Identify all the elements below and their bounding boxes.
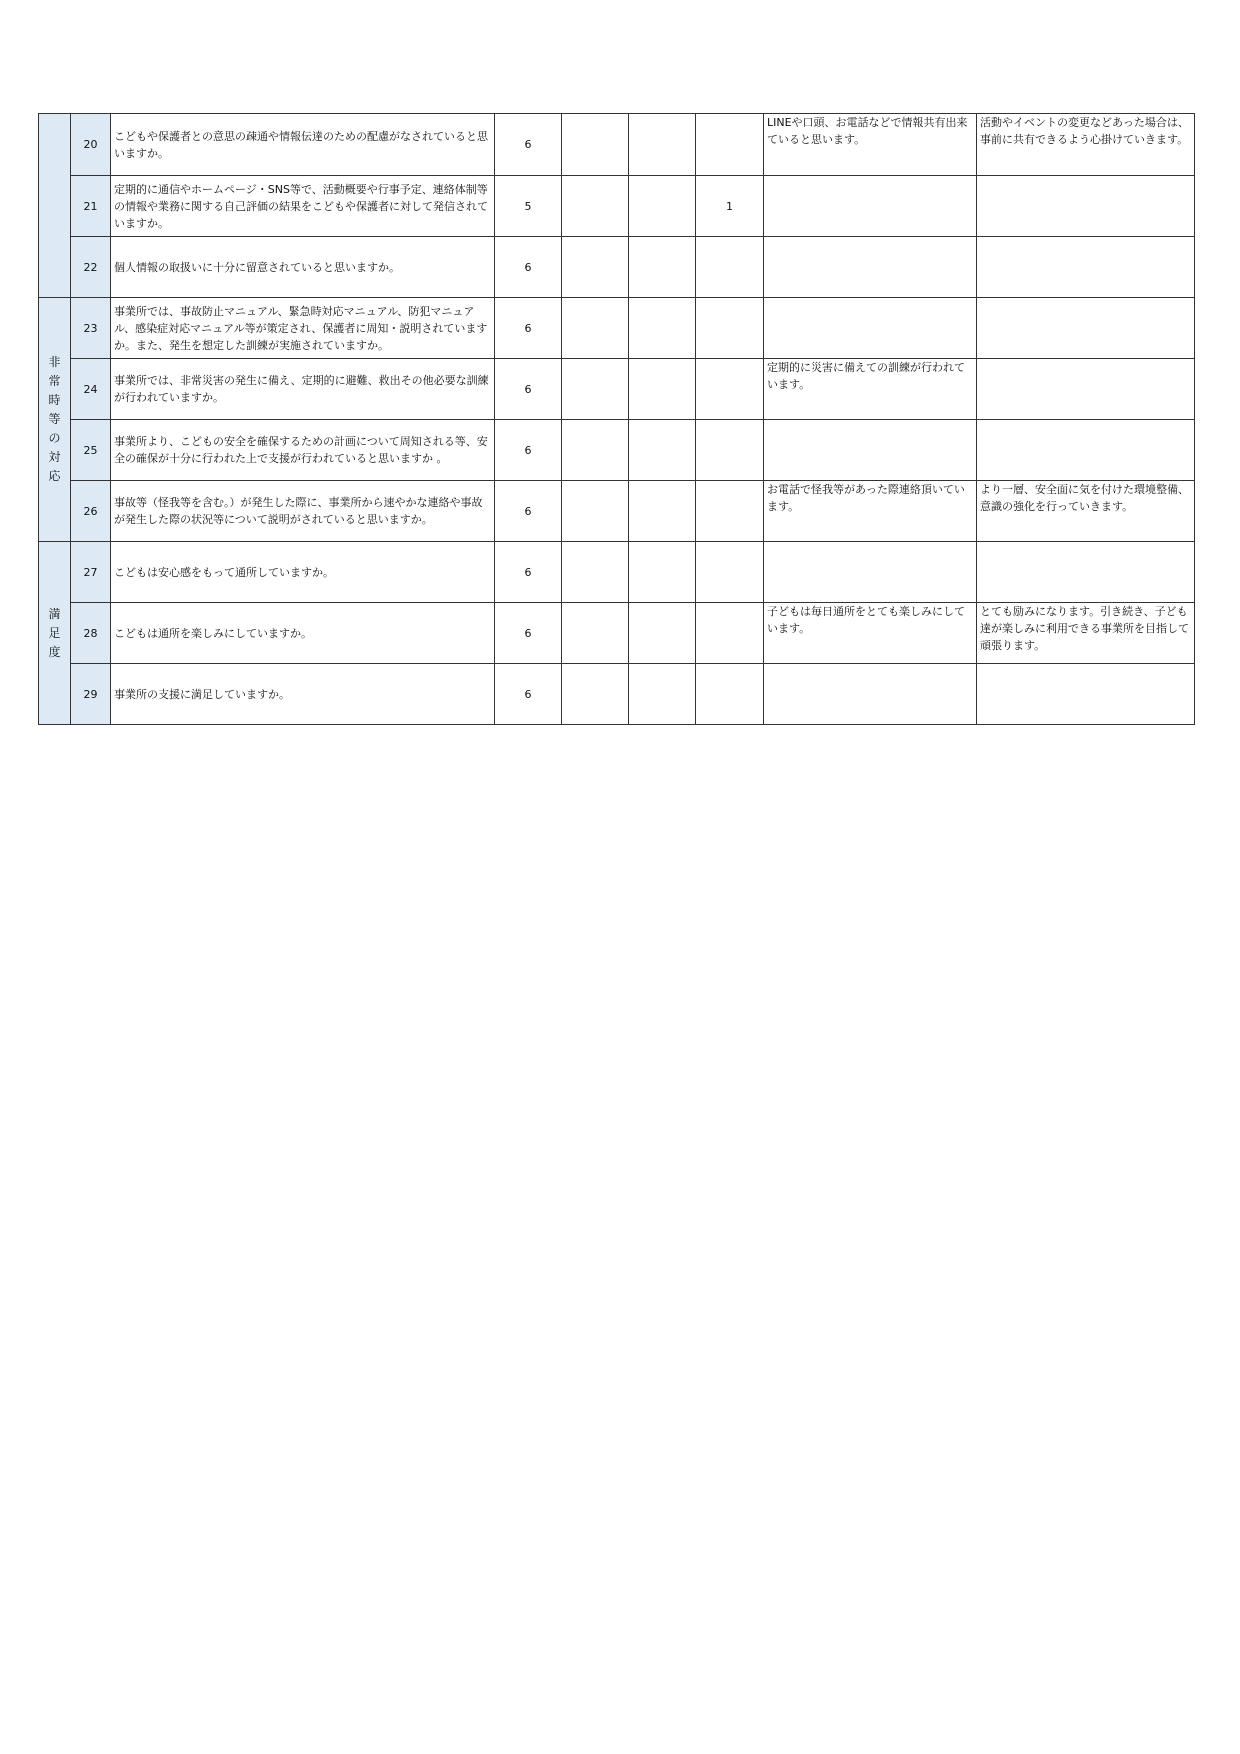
table-row — [39, 359, 1195, 420]
item-number: 24 — [71, 359, 111, 420]
count-cell-3 — [629, 237, 696, 298]
staff-response — [977, 664, 1195, 725]
table-row — [39, 542, 1195, 603]
count-cell-2 — [562, 298, 629, 359]
question-text: 個人情報の取扱いに十分に留意されていると思いますか。 — [111, 237, 495, 298]
item-number: 25 — [71, 420, 111, 481]
parent-comment: 定期的に災害に備えての訓練が行われています。 — [764, 359, 977, 420]
parent-comment — [764, 176, 977, 237]
parent-comment — [764, 542, 977, 603]
count-cell-4 — [696, 542, 764, 603]
table-row — [39, 176, 1195, 237]
table-row — [39, 114, 1195, 176]
parent-comment — [764, 420, 977, 481]
count-cell-1: 6 — [495, 298, 562, 359]
count-cell-4 — [696, 298, 764, 359]
parent-comment: お電話で怪我等があった際連絡頂いています。 — [764, 481, 977, 542]
section-label: 非常時等の対応 — [39, 298, 71, 542]
item-number: 21 — [71, 176, 111, 237]
count-cell-2 — [562, 542, 629, 603]
staff-response — [977, 237, 1195, 298]
count-cell-3 — [629, 603, 696, 664]
count-cell-4 — [696, 359, 764, 420]
count-cell-2 — [562, 481, 629, 542]
item-number: 26 — [71, 481, 111, 542]
table-body — [39, 114, 1195, 725]
staff-response: とても励みになります。引き続き、子ども達が楽しみに利用できる事業所を目指して頑張ります。 — [977, 603, 1195, 664]
question-text: 事業所では、非常災害の発生に備え、定期的に避難、救出その他必要な訓練が行われていますか。 — [111, 359, 495, 420]
table-row — [39, 298, 1195, 359]
staff-response — [977, 176, 1195, 237]
question-text: こどもは通所を楽しみにしていますか。 — [111, 603, 495, 664]
count-cell-3 — [629, 298, 696, 359]
question-text: こどもや保護者との意思の疎通や情報伝達のための配慮がなされていると思いますか。 — [111, 114, 495, 176]
table-row — [39, 237, 1195, 298]
staff-response: より一層、安全面に気を付けた環境整備、意識の強化を行っていきます。 — [977, 481, 1195, 542]
count-cell-2 — [562, 114, 629, 176]
count-cell-4 — [696, 114, 764, 176]
parent-comment — [764, 237, 977, 298]
staff-response — [977, 542, 1195, 603]
count-cell-1: 6 — [495, 603, 562, 664]
evaluation-table — [38, 113, 1195, 725]
question-text: 事業所の支援に満足していますか。 — [111, 664, 495, 725]
count-cell-3 — [629, 542, 696, 603]
parent-comment: LINEや口頭、お電話などで情報共有出来ていると思います。 — [764, 114, 977, 176]
count-cell-2 — [562, 420, 629, 481]
count-cell-4: 1 — [696, 176, 764, 237]
count-cell-1: 6 — [495, 420, 562, 481]
count-cell-1: 5 — [495, 176, 562, 237]
count-cell-4 — [696, 481, 764, 542]
count-cell-4 — [696, 420, 764, 481]
count-cell-2 — [562, 664, 629, 725]
count-cell-3 — [629, 420, 696, 481]
count-cell-1: 6 — [495, 359, 562, 420]
count-cell-3 — [629, 114, 696, 176]
table-row — [39, 603, 1195, 664]
parent-comment: 子どもは毎日通所をとても楽しみにしています。 — [764, 603, 977, 664]
table-row — [39, 481, 1195, 542]
count-cell-1: 6 — [495, 114, 562, 176]
count-cell-4 — [696, 664, 764, 725]
staff-response — [977, 420, 1195, 481]
count-cell-3 — [629, 481, 696, 542]
count-cell-1: 6 — [495, 481, 562, 542]
item-number: 22 — [71, 237, 111, 298]
staff-response — [977, 359, 1195, 420]
table-row — [39, 420, 1195, 481]
item-number: 27 — [71, 542, 111, 603]
count-cell-2 — [562, 603, 629, 664]
staff-response — [977, 298, 1195, 359]
item-number: 29 — [71, 664, 111, 725]
count-cell-3 — [629, 359, 696, 420]
count-cell-3 — [629, 664, 696, 725]
item-number: 23 — [71, 298, 111, 359]
count-cell-1: 6 — [495, 542, 562, 603]
item-number: 20 — [71, 114, 111, 176]
count-cell-4 — [696, 603, 764, 664]
staff-response: 活動やイベントの変更などあった場合は、事前に共有できるよう心掛けていきます。 — [977, 114, 1195, 176]
question-text: 事業所より、こどもの安全を確保するための計画について周知される等、安全の確保が十分に行われた上で支援が行われていると思いますか 。 — [111, 420, 495, 481]
count-cell-2 — [562, 359, 629, 420]
parent-comment — [764, 664, 977, 725]
table-row — [39, 664, 1195, 725]
count-cell-2 — [562, 176, 629, 237]
count-cell-2 — [562, 237, 629, 298]
question-text: 定期的に通信やホームページ・SNS等で、活動概要や行事予定、連絡体制等の情報や業務に関する自己評価の結果をこどもや保護者に対して発信されていますか。 — [111, 176, 495, 237]
question-text: 事業所では、事故防止マニュアル、緊急時対応マニュアル、防犯マニュアル、感染症対応マニュアル等が策定され、保護者に周知・説明されていますか。また、発生を想定した訓練が実施されていますか。 — [111, 298, 495, 359]
question-text: こどもは安心感をもって通所していますか。 — [111, 542, 495, 603]
count-cell-4 — [696, 237, 764, 298]
count-cell-1: 6 — [495, 664, 562, 725]
item-number: 28 — [71, 603, 111, 664]
parent-comment — [764, 298, 977, 359]
question-text: 事故等（怪我等を含む。）が発生した際に、事業所から速やかな連絡や事故が発生した際の状況等について説明がされていると思いますか。 — [111, 481, 495, 542]
section-label — [39, 114, 71, 298]
count-cell-3 — [629, 176, 696, 237]
section-label: 満足度 — [39, 542, 71, 725]
count-cell-1: 6 — [495, 237, 562, 298]
